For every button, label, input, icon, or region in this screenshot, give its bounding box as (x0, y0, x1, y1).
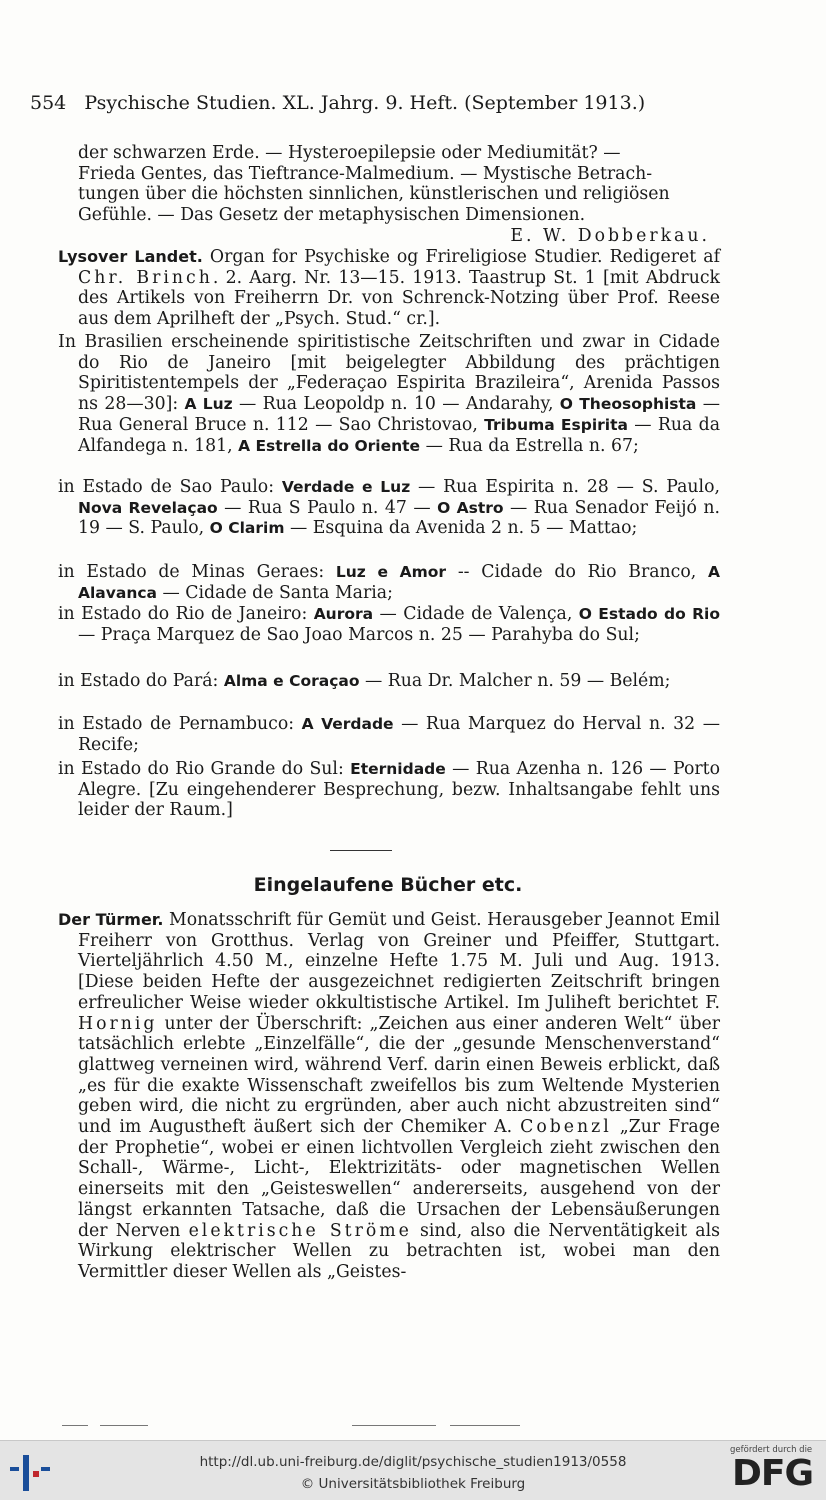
journal-title: O Estado do Rio (578, 605, 720, 623)
journal-title: Nova Revelaçao (78, 498, 218, 517)
journal-address: — Rua Marquez do Herval n. 32 — Recife; (78, 714, 721, 755)
running-header (30, 92, 810, 114)
dfg-logo-icon (726, 1445, 822, 1497)
funder-logo-text: DFG (732, 1453, 814, 1494)
review-continuation (78, 143, 720, 247)
section-title: Eingelaufene Bücher etc. (253, 874, 523, 896)
journal-title: O Theosophista (559, 395, 697, 414)
journal-title: A Estrella do Oriente (238, 436, 421, 455)
entry-pernambuco (58, 714, 720, 755)
running-title: Psychische Studien. XL. Jahrg. 9. Heft. (September 1913.) (84, 92, 646, 114)
entry-text: Organ for Psychiske og Frireligiose Studier. Redigeret af (202, 247, 720, 267)
journal-address: -- Cidade do Rio Branco, (446, 562, 708, 582)
journal-title: Verdade e Luz (281, 478, 411, 496)
review-signature: E. W. Dobberkau. (510, 225, 710, 246)
entry-rio-de-janeiro (58, 604, 720, 645)
entry-text: unter der Überschrift: „Zeichen aus einer anderen Welt“ über tatsächlich erlebte „Einzelfälle“, die der „gesunde Menschenverstand“ glattweg verneinen wird, während Verf. darin einen Beweis erblickt, daß „es für die exakte Wissenschaft zweifellos bis zum Weltende Mysterien geben wird, die nicht zu ergründen, aber auch nicht abzustreiten sind“ und im Augustheft äußert sich der Chemiker A. (78, 1013, 720, 1138)
editor-name: Chr. Brinch (78, 267, 213, 288)
page-mark (62, 1425, 88, 1426)
spaced-emphasis: elektrische Ströme (188, 1220, 412, 1241)
entry-para (58, 671, 720, 692)
page-mark (352, 1425, 436, 1426)
journal-address: — Rua Dr. Malcher n. 59 — Belém; (359, 671, 671, 691)
permalink-url[interactable]: http://dl.ub.uni-freiburg.de/diglit/psychische_studien1913/0558 (199, 1454, 627, 1470)
journal-title: O Clarim (209, 519, 285, 538)
journal-address: — Cidade de Valença, (373, 604, 579, 624)
entry-lysover-landet (58, 247, 720, 330)
entry-text: Monatsschrift für Gemüt und Geist. Herausgeber Jeannot Emil Freiherr von Grotthus. Verlag von Greiner und Pfeiffer, Stuttgart. Vierteljährlich 4.50 M., einzelne Hefte 1.75 M. Juli und Aug. 1913. [Diese beiden Hefte der ausgezeichnet redigierten Zeitschrift bringen erfreulicher Weise wieder okkultistische Artikel. Im Juliheft berichtet F. (78, 910, 720, 1013)
journal-title: Alma e Coraçao (223, 672, 360, 690)
entry-text: in Estado do Pará: (58, 671, 224, 691)
entry-title: Der Türmer. (58, 910, 164, 929)
entry-text: sind, also die Nerventätigkeit als Wirkung elektrischer Wellen zu betrachten ist, wobei man den Vermittler dieser Wellen als „Geistes- (78, 1220, 720, 1282)
journal-address: — Rua General Bruce n. 112 — Sao Christovao, (78, 394, 721, 435)
page-number: 554 (30, 92, 67, 114)
entry-rio-grande-do-sul (58, 759, 720, 821)
entry-text: in Estado de Sao Paulo: (58, 477, 282, 497)
journal-address: — Rua da Alfandega n. 181, (78, 414, 721, 456)
entry-text: In Brasilien erscheinende spiritistische Zeitschriften und zwar in Cidade do Rio de Janeiro [mit beigelegter Abbildung des prächtigen Spiritistentempels der „Federaçao Espirita Brazileira“, Arenida Passos ns 28—30]: (58, 332, 720, 415)
journal-title: A Alavanca (78, 563, 720, 602)
page-mark (450, 1425, 520, 1426)
journal-address: — Cidade de Santa Maria; (157, 582, 393, 603)
journal-address: — Esquina da Avenida 2 n. 5 — Mattao; (284, 518, 638, 539)
entry-text: . 2. Aarg. Nr. 13—15. 1913. Taastrup St. 1 [mit Abdruck des Artikels von Freiherrn Dr. von Schrenck-Notzing über Prof. Reese aus dem Aprilheft der „Psych. Stud.“ cr.]. (78, 267, 720, 330)
journal-title: O Astro (437, 498, 504, 517)
journal-address: — Rua Leopoldp n. 10 — Andarahy, (232, 394, 560, 415)
review-line: der schwarzen Erde. — Hysteroepilepsie oder Mediumität? — (78, 143, 621, 163)
review-line: tungen über die höchsten sinnlichen, künstlerischen und religiösen (78, 184, 670, 205)
journal-address: — Rua Senador Feijó n. 19 — S. Paulo, (78, 497, 720, 539)
journal-address: — Praça Marquez de Sao Joao Marcos n. 25 — Parahyba do Sul; (78, 624, 640, 645)
author-name: Hornig (78, 1013, 158, 1034)
entry-der-tuermer (58, 910, 720, 1283)
journal-address: — Rua Espirita n. 28 — S. Paulo, (410, 477, 720, 497)
journal-title: Aurora (313, 605, 374, 623)
entry-brasilien (58, 332, 720, 456)
entry-minas-geraes (58, 562, 720, 603)
entry-text: in Estado do Rio Grande do Sul: (58, 759, 351, 779)
entry-title: Lysover Landet. (58, 247, 203, 266)
review-line: Gefühle. — Das Gesetz der metaphysischen Dimensionen. (78, 205, 586, 226)
journal-title: A Verdade (301, 715, 394, 733)
journal-address: — Rua S Paulo n. 47 — (217, 497, 438, 518)
entry-text: in Estado de Minas Geraes: (58, 562, 336, 582)
entry-text: „Zur Frage der Prophetie“, wobei er einen lichtvollen Vergleich zieht zwischen den Schall-, Wärme-, Licht-, Elektrizitäts- oder magnetischen Wellen einerseits mit den „Geisteswellen“ andererseits, ausgehend von der längst erkannten Tatsache, daß die Ursachen der Lebensäußerungen der Nerven (78, 1117, 720, 1241)
entry-text: in Estado de Pernambuco: (58, 714, 302, 734)
section-divider (330, 850, 392, 851)
journal-address: — Rua Azenha n. 126 — Porto Alegre. [Zu eingehenderer Besprechung, bezw. Inhaltsangabe fehlt uns leider der Raum.] (78, 759, 720, 821)
journal-title: A Luz (184, 395, 233, 414)
journal-address: — Rua da Estrella n. 67; (420, 435, 639, 456)
review-line: Frieda Gentes, das Tieftrance-Malmedium. — Mystische Betrach- (78, 163, 653, 184)
funder-caption: gefördert durch die (730, 1445, 813, 1455)
journal-title: Luz e Amor (335, 563, 447, 581)
viewer-footer (0, 1440, 826, 1500)
entry-sao-paulo (58, 477, 720, 539)
journal-title: Tribuma Espirita (484, 415, 628, 434)
copyright-text: © Universitätsbibliothek Freiburg (300, 1476, 526, 1492)
journal-title: Eternidade (350, 760, 446, 778)
author-name: Cobenzl (520, 1117, 612, 1138)
page-mark (100, 1425, 148, 1426)
entry-text: in Estado do Rio de Janeiro: (58, 604, 314, 624)
